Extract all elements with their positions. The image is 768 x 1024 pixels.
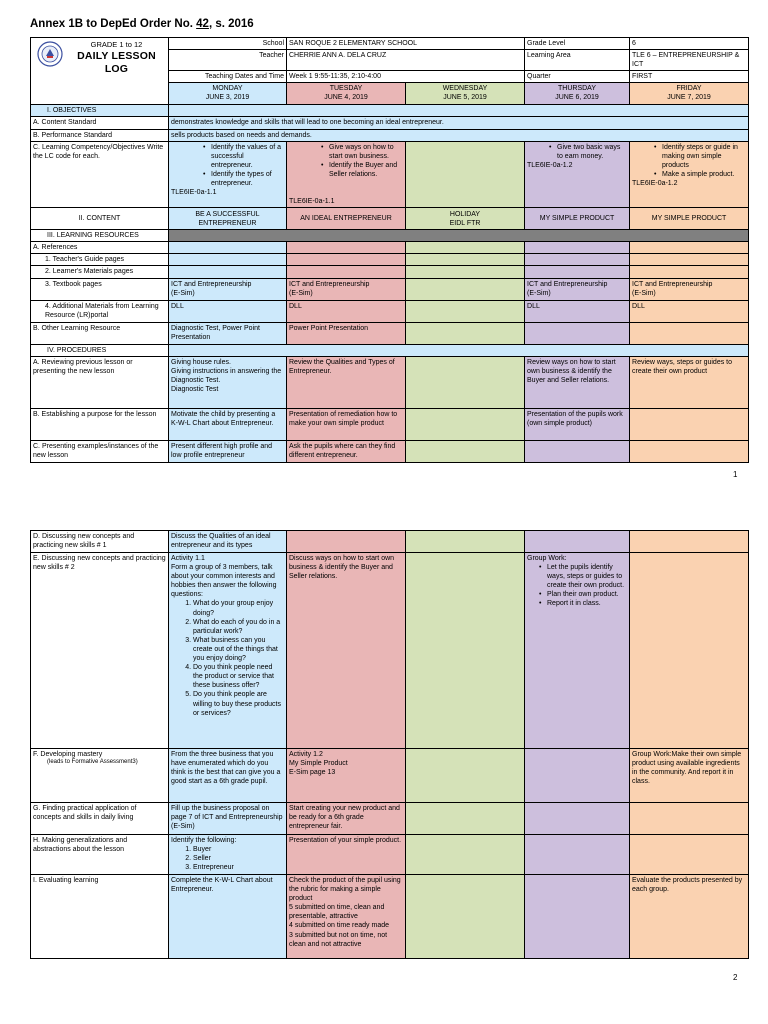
textbook-label: 3. Textbook pages [31,278,169,300]
proc-e-label: E. Discussing new concepts and practicing new skills # 2 [31,553,169,749]
day-header-friday: FRIDAY JUNE 7, 2019 [630,83,749,105]
dates-label: Teaching Dates and Time [169,71,287,83]
proc-g-label: G. Finding practical application of concepts and skills in daily living [31,803,169,835]
proc-i-friday: Evaluate the products presented by each group. [630,875,749,959]
proc-g-monday: Fill up the business proposal on page 7 of ICT and Entrepreneurship (E-Sim) [169,803,287,835]
proc-g-tuesday: Start creating your new product and be ready for a 6th grade entrepreneur fair. [287,803,406,835]
proc-a-thursday: Review ways on how to start own business & identify the Buyer and Seller relations. [525,356,630,408]
quarter-value: FIRST [630,71,749,83]
proc-c-label: C. Presenting examples/instances of the new lesson [31,440,169,462]
grade-level-label: Grade Level [525,38,630,50]
procedures-heading: IV. PROCEDURES [31,344,169,356]
proc-h-tuesday: Presentation of your simple product. [287,835,406,875]
daily-lesson-log-title: DAILY LESSON LOG [77,49,156,76]
proc-d-monday: Discuss the Qualities of an ideal entrepreneur and its types [169,531,287,553]
proc-h-label: H. Making generalizations and abstractions about the lesson [31,835,169,875]
other-resource-tuesday: Power Point Presentation [287,322,406,344]
content-standard-value: demonstrates knowledge and skills that will lead to one becoming an ideal entrepreneur. [169,117,749,129]
content-wednesday: HOLIDAY EIDL FTR [406,208,525,230]
textbook-thursday: ICT and Entrepreneurship (E-Sim) [525,278,630,300]
other-resource-label: B. Other Learning Resource [31,322,169,344]
day-header-thursday: THURSDAY JUNE 6, 2019 [525,83,630,105]
proc-d-label: D. Discussing new concepts and practicing new skills # 1 [31,531,169,553]
additional-thursday: DLL [525,300,630,322]
content-tuesday: AN IDEAL ENTREPRENEUR [287,208,406,230]
dates-value: Week 1 9:55-11:35, 2:10-4:00 [287,71,525,83]
performance-standard-label: B. Performance Standard [31,129,169,141]
proc-c-tuesday: Ask the pupils where can they find different entrepreneur. [287,440,406,462]
content-thursday: MY SIMPLE PRODUCT [525,208,630,230]
quarter-label: Quarter [525,71,630,83]
procedures-heading-fill [169,344,749,356]
textbook-monday: ICT and Entrepreneurship (E-Sim) [169,278,287,300]
proc-a-label: A. Reviewing previous lesson or presenting the new lesson [31,356,169,408]
learning-area-value: TLE 6 – ENTREPRENEURSHIP & ICT [630,50,749,71]
proc-b-monday: Motivate the child by presenting a K-W-L Chart about Entrepreneur. [169,408,287,440]
additional-tuesday: DLL [287,300,406,322]
references-label: A. References [31,242,169,254]
proc-i-label: I. Evaluating learning [31,875,169,959]
competency-wednesday [406,141,525,207]
proc-f-monday: From the three business that you have enumerated which do you think is the best that can give you a good start as a 6th grade pupil. [169,749,287,803]
day-header-monday: MONDAY JUNE 3, 2019 [169,83,287,105]
additional-materials-label: 4. Additional Materials from Learning Resource (LR)portal [31,300,169,322]
additional-friday: DLL [630,300,749,322]
deped-seal-icon [37,41,63,67]
proc-f-friday: Group Work:Make their own simple product using available ingredients in the community. And report it in class. [630,749,749,803]
school-value: SAN ROQUE 2 ELEMENTARY SCHOOL [287,38,525,50]
proc-i-monday: Complete the K-W-L Chart about Entrepreneur. [169,875,287,959]
content-monday: BE A SUCCESSFUL ENTREPRENEUR [169,208,287,230]
textbook-tuesday: ICT and Entrepreneurship (E-Sim) [287,278,406,300]
lesson-log-page-1 [30,37,749,463]
proc-e-thursday: Group Work: • Let the pupils identify ways, steps or guides to create their own product. • Plan their own product. • Report it in class. [525,553,630,749]
teacher-value: CHERRIE ANN A. DELA CRUZ [287,50,525,71]
learning-area-label: Learning Area [525,50,630,71]
objectives-heading-fill [169,105,749,117]
proc-a-friday: Review ways, steps or guides to create their own product [630,356,749,408]
page-number-2: 2 [733,973,738,982]
annex-title: Annex 1B to DepEd Order No. 42, s. 2016 [30,18,254,30]
content-heading: II. CONTENT [31,208,169,230]
content-standard-label: A. Content Standard [31,117,169,129]
teacher-label: Teacher [169,50,287,71]
resources-heading-fill [169,230,749,242]
other-resource-monday: Diagnostic Test, Power Point Presentation [169,322,287,344]
proc-h-monday: Identify the following: 1. Buyer 2. Seller 3. Entrepreneur [169,835,287,875]
day-header-tuesday: TUESDAY JUNE 4, 2019 [287,83,406,105]
proc-i-tuesday: Check the product of the pupil using the rubric for making a simple product 5 submitted on time, clean and presentable, attractive 4 submitted on time ready made 3 submitted but not on time, not clean and not attractive [287,875,406,959]
school-label: School [169,38,287,50]
proc-b-label: B. Establishing a purpose for the lesson [31,408,169,440]
competency-monday: • Identify the values of a successful entrepreneur. • Identify the types of entrepreneur. TLE6IE-0a-1.1 [169,141,287,207]
day-header-wednesday: WEDNESDAY JUNE 5, 2019 [406,83,525,105]
competency-tuesday: • Give ways on how to start own business. • Identify the Buyer and Seller relations. TLE6IE-0a-1.1 [287,141,406,207]
learners-materials-label: 2. Learner's Materials pages [31,266,169,278]
teachers-guide-label: 1. Teacher's Guide pages [31,254,169,266]
performance-standard-value: sells products based on needs and demands. [169,129,749,141]
textbook-friday: ICT and Entrepreneurship (E-Sim) [630,278,749,300]
competency-thursday: • Give two basic ways to earn money. TLE6IE-0a-1.2 [525,141,630,207]
objectives-heading: I. OBJECTIVES [31,105,169,117]
competency-label: C. Learning Competency/Objectives Write the LC code for each. [31,141,169,207]
proc-f-label: F. Developing mastery (leads to Formative Assessment3) [31,749,169,803]
proc-e-tuesday: Discuss ways on how to start own business & identify the Buyer and Seller relations. [287,553,406,749]
grade-level-value: 6 [630,38,749,50]
proc-a-monday: Giving house rules. Giving instructions in answering the Diagnostic Test. Diagnostic Test [169,356,287,408]
proc-e-monday: Activity 1.1 Form a group of 3 members, talk about your common interests and hobbies then answer the following questions: 1. What do your group enjoy doing? 2. What do each of you do in a particular work? 3. What business can you create out of the things that you enjoy doing? 4. Do you think people need the product or service that these business offer? 5. Do you think people are willing to buy these products or services? [169,553,287,749]
proc-b-tuesday: Presentation of remediation how to make your own simple product [287,408,406,440]
header-logo-cell [31,38,169,105]
additional-monday: DLL [169,300,287,322]
grade-range: GRADE 1 to 12 [90,40,143,49]
lesson-log-page-2 [30,530,749,959]
proc-f-tuesday: Activity 1.2 My Simple Product E-Sim page 13 [287,749,406,803]
proc-b-thursday: Presentation of the pupils work (own simple product) [525,408,630,440]
content-friday: MY SIMPLE PRODUCT [630,208,749,230]
proc-c-monday: Present different high profile and low profile entrepreneur [169,440,287,462]
competency-friday: • Identify steps or guide in making own simple products • Make a simple product. TLE6IE-0a-1.2 [630,141,749,207]
proc-a-tuesday: Review the Qualities and Types of Entrepreneur. [287,356,406,408]
page-number-1: 1 [733,470,738,479]
resources-heading: III. LEARNING RESOURCES [31,230,169,242]
